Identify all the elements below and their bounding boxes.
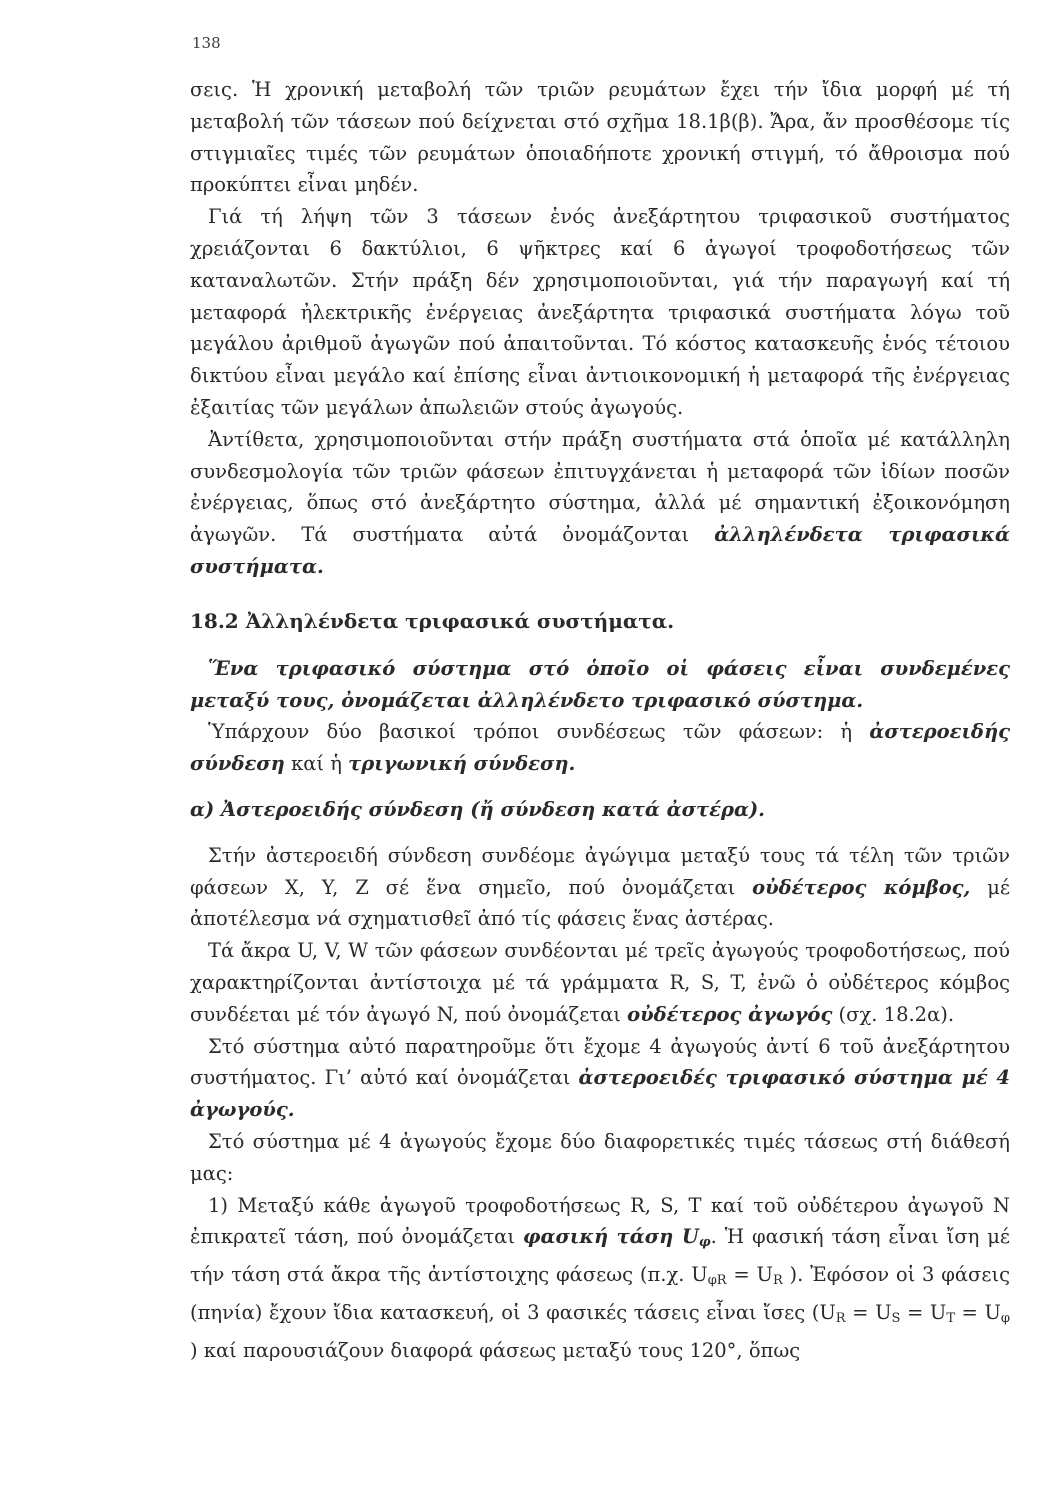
paragraph-6 <box>190 935 1010 1030</box>
term-neutral-conductor: οὐδέτερος ἀγωγός <box>627 1002 833 1026</box>
term-phase-voltage-sub: φ <box>698 1235 711 1251</box>
paragraph-9-text-a: 1) Μεταξύ κάθε ἀγωγοῦ τροφοδοτήσεως R, S, T καί τοῦ οὐδέτερου ἀγωγοῦ N ἐπικρατεῖ τάση, πού ὀνομάζεται <box>190 1193 1010 1249</box>
paragraph-9-text-c: = U <box>726 1263 773 1287</box>
paragraph-9 <box>190 1190 1010 1367</box>
paragraph-4 <box>190 716 1010 780</box>
paragraph-5 <box>190 840 1010 935</box>
paragraph-9-text-e: = U <box>845 1300 892 1324</box>
page-body <box>190 74 1010 1366</box>
page-number: 138 <box>192 34 221 52</box>
paragraph-5-text-a: Στήν ἀστεροειδή σύνδεση συνδέομε ἀγώγιμα μεταξύ τους τά τέλη τῶν τριῶν φάσεων X, Y, Z σέ ἕνα σημεῖο, πού ὀνομάζεται <box>190 843 1010 899</box>
term-delta-connection: τριγωνική σύνδεση. <box>348 752 576 776</box>
subscript: S <box>891 1310 901 1326</box>
subscript: T <box>946 1310 955 1326</box>
paragraph-8: Στό σύστημα μέ 4 ἀγωγούς ἔχομε δύο διαφορετικές τιμές τάσεως στή διάθεσή μας: <box>190 1129 1010 1185</box>
paragraph-2: Γιά τή λήψη τῶν 3 τάσεων ἑνός ἀνεξάρτητου τριφασικοῦ συστήματος χρειάζονται 6 δακτύλιοι, 6 ψῆκτρες καί 6 ἀγωγοί τροφοδοτήσεως τῶν καταναλωτῶν. Στήν πράξη δέν χρησιμοποιοῦνται, γιά τήν παραγωγή καί τή μεταφορά ἠλεκτρικῆς ἐνέργειας ἀνεξάρτητα τριφασικά συστήματα λόγω τοῦ μεγάλου ἀριθμοῦ ἀγωγῶν πού ἀπαιτοῦνται. Τό κόστος κατασκευῆς ἑνός τέτοιου δικτύου εἶναι μεγάλο καί ἐπίσης εἶναι ἀντιοικονομική ἡ μεταφορά τῆς ἐνέργειας ἐξαιτίας τῶν μεγάλων ἀπωλειῶν στούς ἀγωγούς. <box>190 205 1010 419</box>
paragraph-9-text-g: = U <box>954 1300 1001 1324</box>
paragraph-3 <box>190 424 1010 583</box>
paragraph-4-text-a: Ὑπάρχουν δύο βασικοί τρόποι συνδέσεως τῶν φάσεων: ἡ <box>208 720 853 744</box>
paragraph-9-text-f: = U <box>900 1300 947 1324</box>
subsection-heading: α) Ἀστεροειδής σύνδεση (ἤ σύνδεση κατά ἀστέρα). <box>190 797 765 821</box>
paragraph-6-text-a: Τά ἄκρα U, V, W τῶν φάσεων συνδέονται μέ τρεῖς ἀγωγούς τροφοδοτήσεως, πού χαρακτηρίζονται ἀντίστοιχα μέ τά γράμματα R, S, T, ἐνῶ ὁ οὐδέτερος κόμβος συνδέεται μέ τόν ἀγωγό N, πού ὀνομάζεται <box>190 939 1010 1026</box>
paragraph-9-text-d: ). Ἐφόσον οἱ 3 φάσεις (πηνία) ἔχουν ἴδια κατασκευή, οἱ 3 φασικές τάσεις εἶναι ἴσες (U <box>190 1263 1011 1324</box>
term-star-system: ἀστεροειδές τριφασικό σύστημα μέ 4 ἀγωγούς. <box>190 1066 1011 1122</box>
subscript: R <box>835 1310 846 1326</box>
paragraph-1: σεις. Ἡ χρονική μεταβολή τῶν τριῶν ρευμάτων ἔχει τήν ἴδια μορφή μέ τή μεταβολή τῶν τάσεων πού δείχνεται στό σχῆμα 18.1β(β). Ἄρα, ἄν προσθέσομε τίς στιγμιαῖες τιμές τῶν ρευμάτων ὁποιαδήποτε χρονική στιγμή, τό ἄθροισμα πού προκύπτει εἶναι μηδέν. <box>190 78 1010 197</box>
section-heading <box>190 609 1010 633</box>
paragraph-5-text-b: μέ ἀποτέλεσμα νά σχηματισθεῖ ἀπό τίς φάσεις ἕνας ἀστέρας. <box>190 875 1010 931</box>
paragraph-3-text: Ἀντίθετα, χρησιμοποιοῦνται στήν πράξη συστήματα στά ὁποῖα μέ κατάλληλη συνδεσμολογία τῶν τριῶν φάσεων ἐπιτυγχάνεται ἡ μεταφορά τῶν ἰδίων ποσῶν ἐνέργειας, ὅπως στό ἀνεξάρτητο σύστημα, ἀλλά μέ σημαντική ἐξοικονόμηση ἀγωγῶν. Τά συστήματα αὐτά ὀνομάζονται <box>190 427 1010 547</box>
definition: Ἕνα τριφασικό σύστημα στό ὁποῖο οἱ φάσεις εἶναι συνδεμένες μεταξύ τους, ὀνομάζεται ἀλληλένδετο τριφασικό σύστημα. <box>190 656 1010 712</box>
subscript: R <box>772 1273 783 1289</box>
paragraph-6-text-b: (σχ. 18.2α). <box>838 1002 955 1026</box>
term-neutral-node: οὐδέτερος κόμβος, <box>752 875 971 899</box>
subscript: φ <box>1000 1310 1010 1326</box>
paragraph-9-text-h: ) καί παρουσιάζουν διαφορά φάσεως μεταξύ τους 120°, ὅπως <box>190 1338 801 1362</box>
paragraph-4-text-b: καί ἡ <box>291 752 342 776</box>
term-star-connection: ἀστεροειδής σύνδεση <box>190 720 1010 776</box>
subscript: φR <box>707 1273 727 1289</box>
section-number: 18.2 <box>190 608 239 633</box>
paragraph-9-text-b: . Ἡ φασική τάση εἶναι ἴση μέ τήν τάση στά ἄκρα τῆς ἀντίστοιχης φάσεως (π.χ. U <box>190 1225 1010 1287</box>
paragraph-7-text-a: Στό σύστημα αὐτό παρατηροῦμε ὅτι ἔχομε 4 ἀγωγούς ἀντί 6 τοῦ ἀνεξάρτητου συστήματος. Γι’ αὐτό καί ὀνομάζεται <box>190 1034 1010 1090</box>
emphasis-term: ἀλληλένδετα τριφασικά συστήματα. <box>190 523 1010 578</box>
term-phase-voltage <box>522 1225 711 1251</box>
paragraph-7 <box>190 1031 1010 1126</box>
section-title: Ἀλληλένδετα τριφασικά συστήματα. <box>245 608 675 633</box>
term-phase-voltage-text: φασική τάση U <box>522 1225 699 1249</box>
